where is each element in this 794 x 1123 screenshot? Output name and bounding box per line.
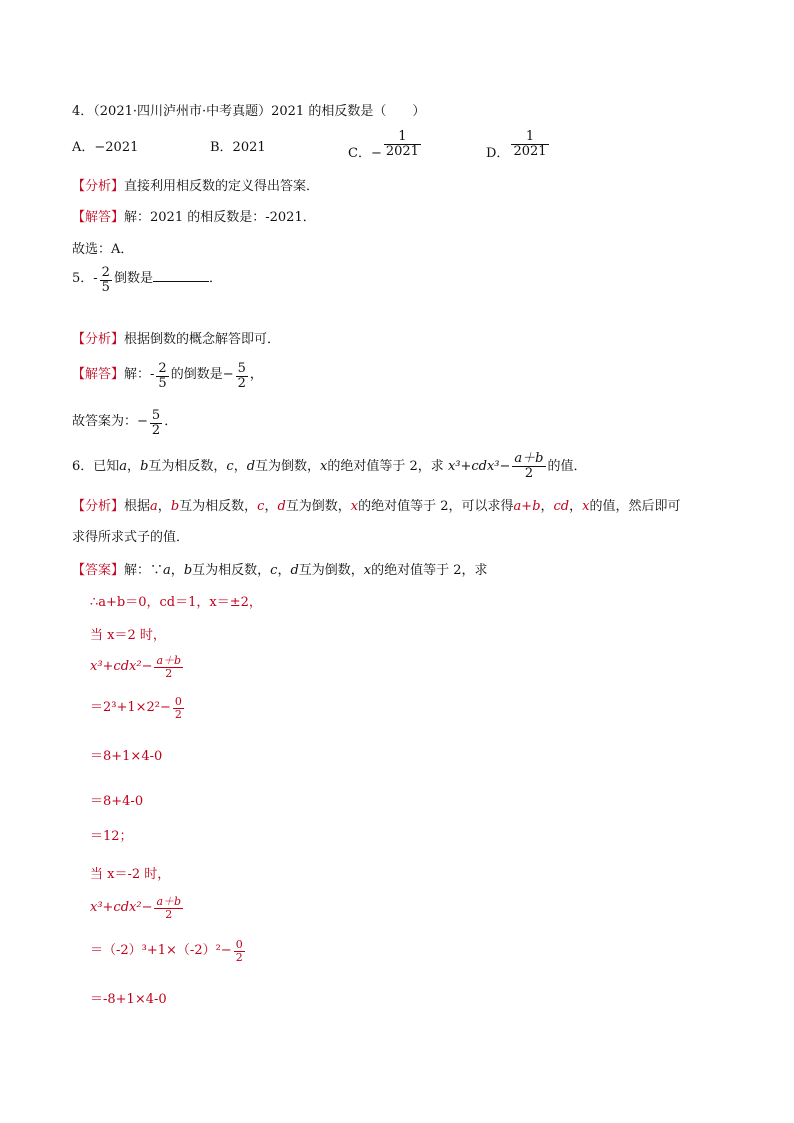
option-a: A．−2021 [72,140,139,155]
step-c: ＝12； [90,829,133,844]
q5-final-fraction: $\frac{5}{2}$ [151,408,161,438]
q4-answer: 【解答】解：2021 的相反数是：-2021． [72,210,316,225]
q4-choice: 故选：A． [72,242,134,257]
step-b: ＝8+4-0 [90,794,144,809]
case-2: 当 x＝-2 时， [90,867,171,882]
fraction-d: $\frac{1}{2021}$ [513,129,547,159]
answer-tag: 【解答】 [72,210,125,225]
case-1: 当 x＝2 时， [90,628,166,643]
sub-1: ＝2³+1×2²− $\frac{0}{2}$ [90,695,182,721]
expr-1: x³+cdx²− $\frac{a+b}{2}$ [90,654,182,680]
q4-options [72,128,592,168]
option-c: C．− $\frac{1}{2021}$ [348,129,419,161]
q4-analysis: 【分析】直接利用相反数的定义得出答案． [72,179,320,194]
q6-analysis-cont: 求得所求式子的值． [72,530,190,545]
step-values: ∴a+b＝0，cd＝1，x＝±2， [90,595,262,610]
q6-answer: 【答案】解：∵a，b互为相反数，c，d互为倒数，x的绝对值等于 2，求 [72,563,488,578]
answer-blank [153,269,209,282]
option-b: B．2021 [210,140,266,155]
q5-answer: 【解答】解：- $\frac{2}{5}$ 的倒数是− $\frac{5}{2}$ ， [72,361,263,391]
q5-analysis: 【分析】根据倒数的概念解答即可． [72,332,281,347]
expr-2: x³+cdx²− $\frac{a+b}{2}$ [90,895,182,921]
q5-reciprocal-fraction: $\frac{5}{2}$ [237,361,246,391]
analysis-tag: 【分析】 [72,179,125,194]
q6-stem: 6．已知a，b互为相反数，c，d互为倒数，x的绝对值等于 2，求 x³+cdx³− $\frac{a+b}{2}$ 的值． [72,451,587,481]
q6-analysis: 【分析】根据a，b互为相反数，c，d互为倒数，x的绝对值等于 2，可以求得a+b，cd，x的值，然后即可 [72,499,681,514]
sub-2: ＝（-2）³+1×（-2）²− $\frac{0}{2}$ [90,938,243,964]
step-a: ＝8+1×4-0 [90,749,163,764]
q4-stem: 4．（2021·四川泸州市·中考真题）2021 的相反数是（ ） [72,104,426,119]
q5-fraction: $\frac{2}{5}$ [101,265,110,295]
q5-final: 故答案为：− $\frac{5}{2}$ ． [72,408,178,438]
q5-stem: 5．- $\frac{2}{5}$ 倒数是 ． [72,265,222,295]
fraction-c: $\frac{1}{2021}$ [385,129,419,159]
q6-stem-fraction: $\frac{a+b}{2}$ [514,451,544,481]
step-d: ＝-8+1×4-0 [90,992,167,1007]
option-d: D． $\frac{1}{2021}$ [486,129,547,161]
q5-answer-fraction: $\frac{2}{5}$ [158,361,167,391]
